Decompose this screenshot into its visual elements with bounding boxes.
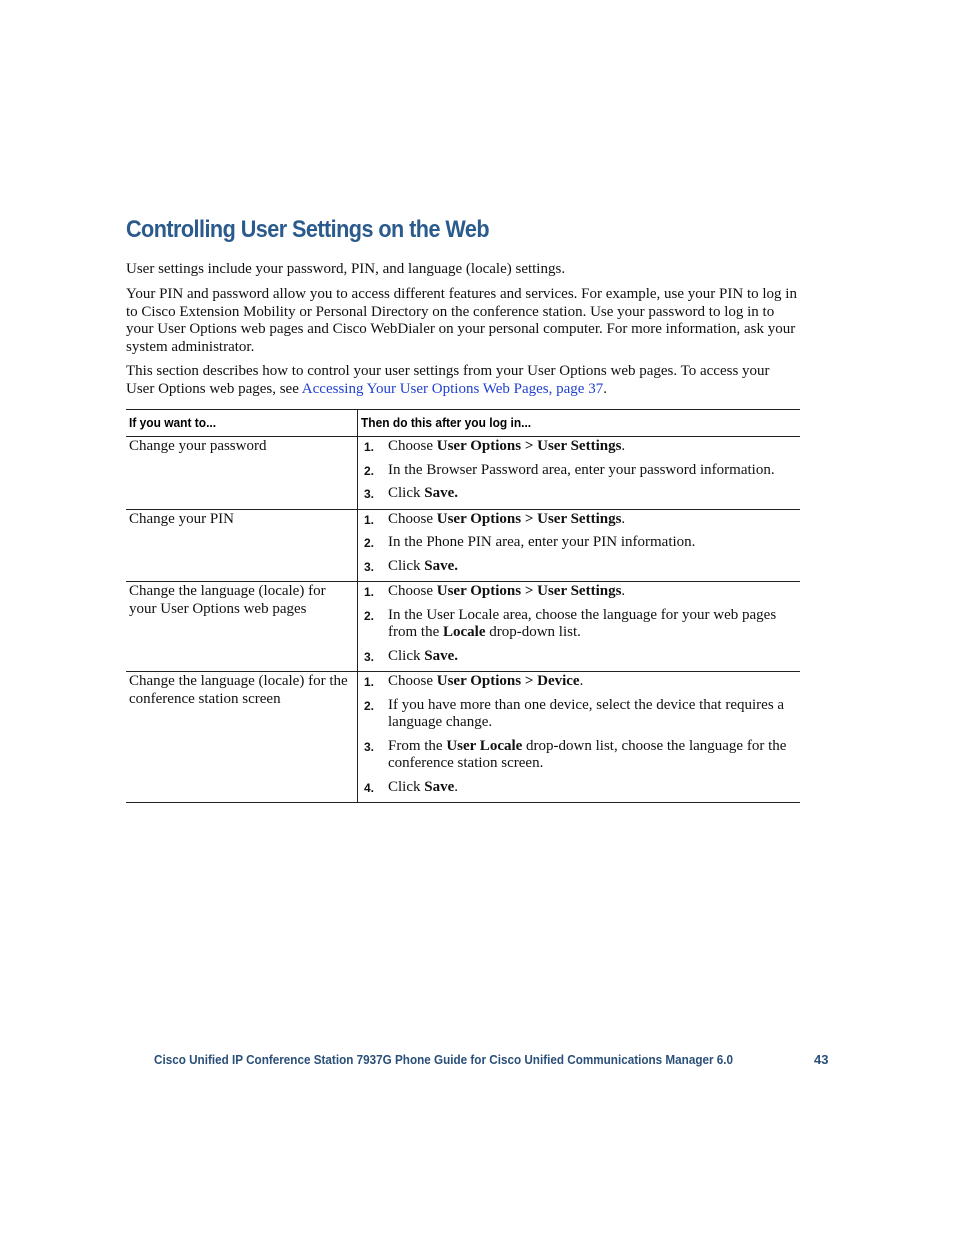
steps-list bbox=[358, 510, 800, 582]
steps-cell bbox=[358, 437, 801, 510]
step-item: 1. Choose User Options > User Settings. bbox=[364, 583, 626, 599]
steps-list bbox=[358, 672, 800, 802]
steps-cell bbox=[358, 509, 801, 582]
task-cell bbox=[126, 437, 358, 510]
task-label: Change the language (locale) for your User Options web pages bbox=[129, 583, 326, 617]
steps-cell bbox=[358, 672, 801, 803]
step-item: 2. If you have more than one device, select the device that requires a language change. bbox=[364, 696, 785, 730]
page-title: Controlling User Settings on the Web bbox=[126, 216, 489, 243]
step-item: 2. In the Browser Password area, enter your password information. bbox=[364, 461, 775, 478]
step-item: 2. In the User Locale area, choose the language for your web pages from the Locale drop-down list. bbox=[364, 606, 777, 640]
task-label: Change the language (locale) for the conference station screen bbox=[129, 673, 348, 707]
footer-title: Cisco Unified IP Conference Station 7937G Phone Guide for Cisco Unified Communications Manager 6.0 bbox=[154, 1052, 734, 1067]
table-row bbox=[126, 672, 800, 803]
step-item: 1. Choose User Options > Device. bbox=[364, 673, 584, 689]
task-label: Change your password bbox=[129, 438, 267, 454]
table-header-row bbox=[126, 410, 800, 437]
step-item: 2. In the Phone PIN area, enter your PIN information. bbox=[364, 534, 696, 550]
page-number: 43 bbox=[814, 1052, 829, 1067]
header-then-do-this: Then do this after you log in... bbox=[358, 410, 801, 437]
task-cell bbox=[126, 509, 358, 582]
steps-list bbox=[358, 582, 800, 671]
section-description-paragraph bbox=[126, 363, 800, 398]
accessing-user-options-link[interactable]: Accessing Your User Options Web Pages, page 37 bbox=[301, 380, 604, 397]
step-item: 3. Click Save. bbox=[364, 485, 458, 501]
step-item: 3. Click Save. bbox=[364, 647, 458, 664]
table-row bbox=[126, 582, 800, 672]
task-cell bbox=[126, 672, 358, 803]
intro-paragraph: User settings include your password, PIN, and language (locale) settings. bbox=[126, 261, 566, 277]
table-row bbox=[126, 509, 800, 582]
steps-cell bbox=[358, 582, 801, 672]
task-cell bbox=[126, 582, 358, 672]
step-item: 1. Choose User Options > User Settings. bbox=[364, 438, 626, 454]
step-item: 3. From the User Locale drop-down list, choose the language for the conference station screen. bbox=[364, 737, 787, 771]
step-item: 4. Click Save. bbox=[364, 778, 458, 795]
table-row bbox=[126, 437, 800, 510]
step-item: 1. Choose User Options > User Settings. bbox=[364, 510, 626, 527]
steps-list bbox=[358, 437, 800, 509]
task-label: Change your PIN bbox=[129, 510, 234, 527]
header-if-you-want: If you want to... bbox=[126, 410, 358, 437]
para3-end: . bbox=[603, 380, 607, 397]
pin-password-paragraph: Your PIN and password allow you to access different features and services. For example, use your PIN to log in to Cisco Extension Mobility or Personal Directory on the conference station. Use your password to log in to your User Options web pages and Cisco WebDialer on your personal computer. For more information, ask your system administrator. bbox=[126, 286, 797, 355]
step-item: 3. Click Save. bbox=[364, 557, 458, 574]
user-settings-table bbox=[126, 409, 800, 803]
para3-text: This section describes how to control your user settings from your User Options web pages. To access your User Options web pages, see bbox=[126, 363, 770, 397]
